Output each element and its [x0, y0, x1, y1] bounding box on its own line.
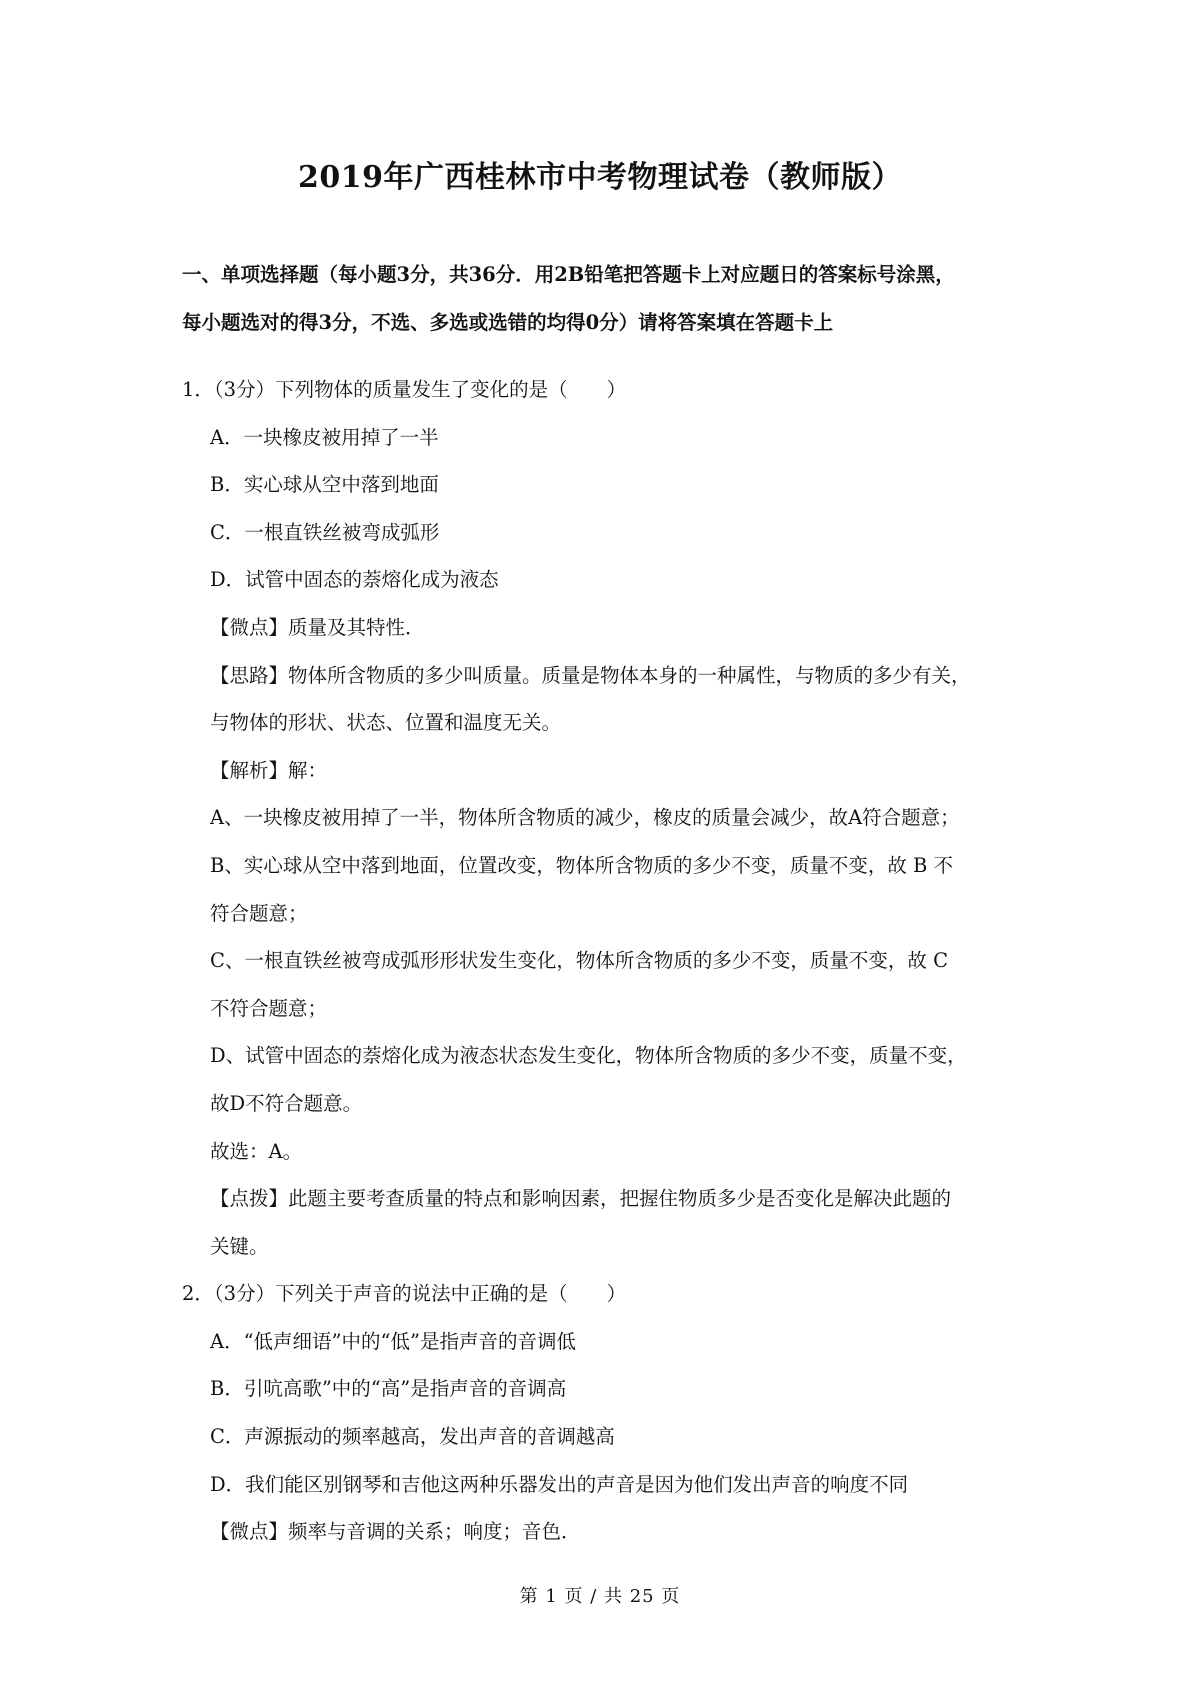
question-1-analysis-d-line-2: 故D不符合题意。 [210, 1091, 363, 1115]
question-1-analysis-b-line-2: 符合题意； [210, 901, 308, 925]
question-body [182, 366, 1032, 1556]
question-1-stem: 1．（3分）下列物体的质量发生了变化的是（ ） [182, 378, 627, 401]
question-1-dianbo-line-1: 【点拨】此题主要考查质量的特点和影响因素，把握住物质多少是否变化是解决此题的 [210, 1187, 952, 1211]
question-1-option-d: D．试管中固态的萘熔化成为液态 [210, 568, 499, 592]
question-1-jiexi: 【解析】解： [210, 758, 328, 782]
question-2-option-c: C．声源振动的频率越高，发出声音的音调越高 [210, 1425, 615, 1449]
question-2-option-a: A．“低声细语”中的“低”是指声音的音调低 [210, 1329, 576, 1353]
question-2-weidian: 【微点】频率与音调的关系；响度；音色． [210, 1520, 581, 1544]
question-1-option-a: A．一块橡皮被用掉了一半 [210, 425, 439, 449]
page-title: 2019年广西桂林市中考物理试卷（教师版） [298, 160, 902, 195]
question-2-option-d: D．我们能区别钢琴和吉他这两种乐器发出的声音是因为他们发出声音的响度不同 [210, 1472, 909, 1496]
question-1-analysis-b-line-1: B、实心球从空中落到地面，位置改变，物体所含物质的多少不变，质量不变，故 B 不 [210, 853, 954, 877]
section-heading-line-1: 一、单项选择题（每小题3分，共36分．用2B铅笔把答题卡上对应题日的答案标号涂黑， [182, 263, 955, 286]
page-footer: 第 1 页 / 共 25 页 [519, 1586, 681, 1607]
question-1-silu-line-1: 【思路】物体所含物质的多少叫质量。质量是物体本身的一种属性，与物质的多少有关， [210, 663, 971, 687]
question-2-stem: 2．（3分）下列关于声音的说法中正确的是（ ） [182, 1282, 627, 1306]
question-1-answer: 故选：A。 [210, 1139, 303, 1163]
question-1-silu-line-2: 与物体的形状、状态、位置和温度无关。 [210, 711, 562, 735]
question-1-analysis-d-line-1: D、试管中固态的萘熔化成为液态状态发生变化，物体所含物质的多少不变，质量不变， [210, 1044, 967, 1068]
section-heading [182, 252, 1032, 347]
question-1-option-c: C．一根直铁丝被弯成弧形 [210, 520, 440, 544]
question-1-analysis-c-line-2: 不符合题意； [210, 996, 328, 1020]
section-heading-line-2: 每小题选对的得3分，不选、多选或选错的均得0分）请将答案填在答题卡上 [182, 310, 834, 334]
question-1-option-b: B．实心球从空中落到地面 [210, 473, 439, 497]
question-1-weidian: 【微点】质量及其特性． [210, 615, 425, 639]
question-1-analysis-c-line-1: C、一根直铁丝被弯成弧形形状发生变化，物体所含物质的多少不变，质量不变，故 C [210, 949, 949, 973]
question-1-analysis-a: A、一块橡皮被用掉了一半，物体所含物质的减少，橡皮的质量会减少，故A符合题意； [210, 806, 960, 830]
question-1-dianbo-line-2: 关键。 [210, 1234, 269, 1258]
question-2-option-b: B．引吭高歌”中的“高”是指声音的音调高 [210, 1377, 567, 1401]
